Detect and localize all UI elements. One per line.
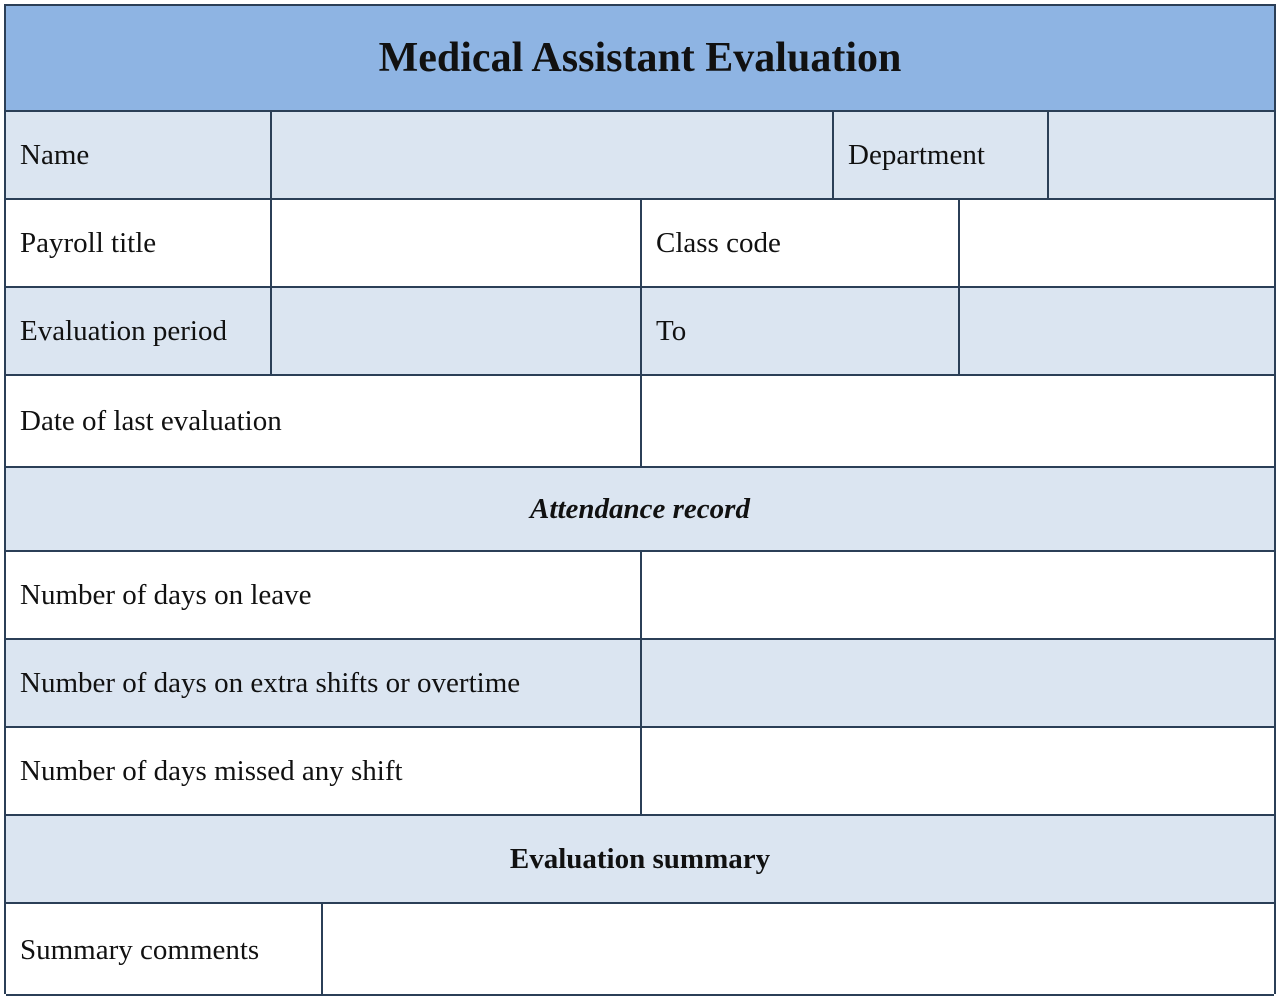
payroll-title-label: Payroll title (6, 200, 272, 288)
department-label: Department (834, 112, 1049, 200)
evaluation-period-from-field[interactable] (272, 288, 642, 376)
class-code-label: Class code (642, 200, 960, 288)
summary-comments-field[interactable] (323, 904, 1274, 996)
days-on-leave-field[interactable] (642, 552, 1274, 640)
name-field[interactable] (272, 112, 834, 200)
department-field[interactable] (1049, 112, 1274, 200)
evaluation-summary-heading: Evaluation summary (6, 816, 1274, 904)
date-last-evaluation-field[interactable] (642, 376, 1274, 468)
class-code-field[interactable] (960, 200, 1274, 288)
days-missed-field[interactable] (642, 728, 1274, 816)
days-on-leave-label: Number of days on leave (6, 552, 642, 640)
days-extra-shifts-label: Number of days on extra shifts or overtime (6, 640, 642, 728)
evaluation-period-to-field[interactable] (960, 288, 1274, 376)
payroll-title-field[interactable] (272, 200, 642, 288)
summary-comments-label: Summary comments (6, 904, 323, 996)
evaluation-form (4, 4, 1276, 994)
form-title: Medical Assistant Evaluation (6, 6, 1274, 112)
date-last-evaluation-label: Date of last evaluation (6, 376, 642, 468)
name-label: Name (6, 112, 272, 200)
evaluation-period-label: Evaluation period (6, 288, 272, 376)
days-extra-shifts-field[interactable] (642, 640, 1274, 728)
days-missed-label: Number of days missed any shift (6, 728, 642, 816)
attendance-record-heading: Attendance record (6, 468, 1274, 552)
to-label: To (642, 288, 960, 376)
